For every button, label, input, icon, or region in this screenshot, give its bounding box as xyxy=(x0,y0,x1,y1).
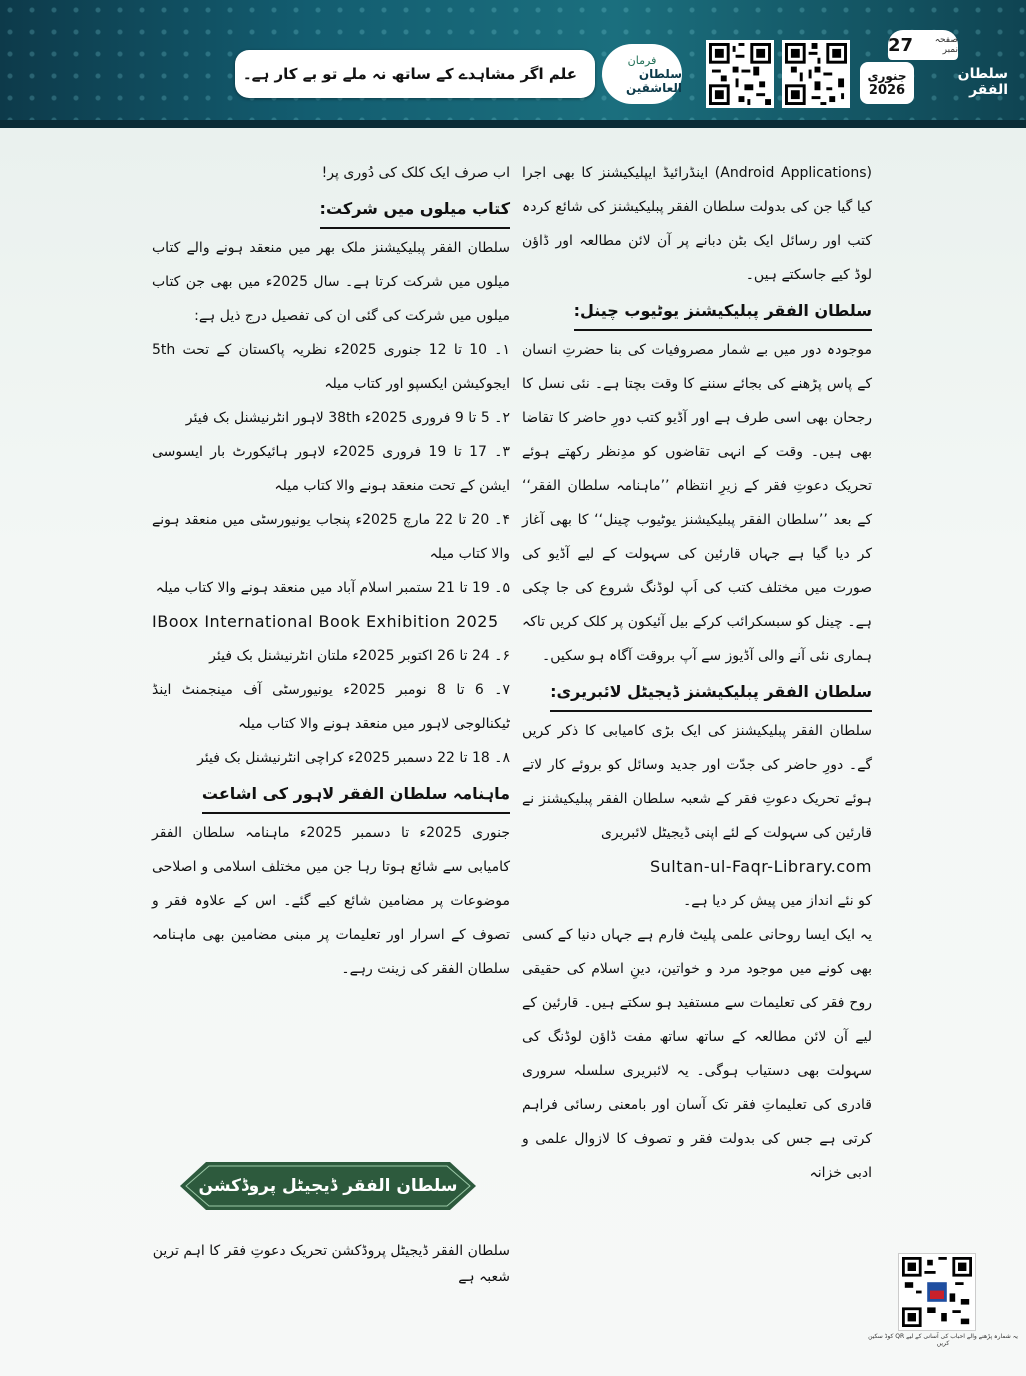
magazine-logo xyxy=(918,64,1008,100)
youtube-heading: سلطان الفقر پبلیکیشنز یوٹیوب چینل: xyxy=(574,294,872,331)
banner-title: سلطان الفقر ڈیجیٹل پروڈکشن xyxy=(198,1176,458,1196)
right-column xyxy=(522,156,872,1190)
youtube-text: موجودہ دور میں بے شمار مصروفیات کی بنا حضرتِ انسان کے پاس پڑھنے کی بجائے سننے کا وقت بچتا ہے۔ نئی نسل کا رجحان بھی اسی طرف ہے اور آڈیو کتب دورِ حاضر کا تقاضا بھی ہیں۔ وقت کے انہی تقاضوں کو مدِنظر رکھتے ہوئے تحریک دعوتِ فقر کے زیرِ انتظام ’’ماہنامہ سلطان الفقر‘‘ کے بعد ’’سلطان الفقر پبلیکیشنز یوٹیوب چینل‘‘ کا بھی آغاز کر دیا گیا ہے جہاں قارئین کی سہولت کے لیے آڈیو کی صورت میں مختلف کتب کی اَپ لوڈنگ شروع کی جا چکی ہے۔ چینل کو سبسکرائب کرکے بیل آئیکون پر کلک کریں تاکہ ہماری نئی آنے والی آڈیوز سے آپ بروقت آگاہ ہو سکیں۔ xyxy=(522,342,872,664)
page-header xyxy=(0,0,1026,128)
page-number: 27 xyxy=(888,34,914,56)
qr-code-2[interactable] xyxy=(782,40,850,108)
issue-month: جنوری xyxy=(867,68,907,83)
book-fairs-intro: سلطان الفقر پبلیکیشنز ملک بھر میں منعقد ہونے والے کتاب میلوں میں شرکت کرتا ہے۔ سال 2025ء میں بھی جن کتاب میلوں میں شرکت کی گئی ان کی تفصیل درج ذیل ہے: xyxy=(152,240,510,324)
fair-item: ۲۔ 5 تا 9 فروری 2025ء 38th لاہور انٹرنیشنل بک فیئر xyxy=(185,410,510,426)
footer-qr-code[interactable] xyxy=(898,1253,976,1331)
iboox-line: IBoox International Book Exhibition 2025 xyxy=(152,612,499,631)
book-fairs-heading: کتاب میلوں میں شرکت: xyxy=(320,192,510,229)
farman-top: فرمان xyxy=(627,53,657,67)
issue-year: 2026 xyxy=(868,82,906,98)
issue-date-badge xyxy=(860,62,914,104)
magazine-text: جنوری 2025ء تا دسمبر 2025ء ماہنامہ سلطان الفقر کامیابی سے شائع ہوتا رہا جن میں مختلف اسلامی و اصلاحی موضوعات پر مضامین شائع کیے گئے۔ اس کے علاوہ فقر و تصوف کے اسرار اور تعلیمات پر مبنی مضامین بھی ماہنامہ سلطان الفقر کی زینت رہے۔ xyxy=(152,825,510,977)
farman-logo xyxy=(602,44,682,104)
qr-code-1[interactable] xyxy=(706,40,774,108)
page-label: صفحہ نمبر xyxy=(934,35,958,55)
footer-qr-caption: یہ شمارہ پڑھنے والے احباب کی آسانی کے لیے QR کوڈ سکین کریں xyxy=(868,1333,1018,1347)
library-text: سلطان الفقر پبلیکیشنز کی ایک بڑی کامیابی کا ذکر کریں گے۔ دورِ حاضر کی جدّت اور جدید وسائل کو بروئے کار لاتے ہوئے تحریک دعوتِ فقر کے شعبہ سلطان الفقر پبلیکیشنز نے قارئین کی سہولت کے لئے اپنی ڈیجیٹل لائبریری xyxy=(522,723,872,841)
qr-code-2-graphic xyxy=(785,43,847,105)
header-quote: علم اگر مشاہدے کے ساتھ نہ ملے تو بے کار ہے۔ xyxy=(242,65,577,83)
magazine-name: سلطان الفقر xyxy=(957,66,1008,98)
library-text-3: یہ ایک ایسا روحانی علمی پلیٹ فارم ہے جہاں دنیا کے کسی بھی کونے میں موجود مرد و خواتین، دینِ اسلام کی حقیقی روح فقر کی تعلیمات سے مستفید ہو سکتے ہیں۔ قارئین کے لیے آن لائن مطالعہ کے ساتھ ساتھ مفت ڈاؤن لوڈنگ کی سہولت بھی دستیاب ہوگی۔ یہ لائبریری سلسلہ سروری قادری کی تعلیماتِ فقر تک آسان اور بامعنی رسائی فراہم کرتی ہے جس کی بدولت فقر و تصوف کا لازوال علمی و ادبی خزانہ xyxy=(522,927,872,1181)
fair-item: ۳۔ 17 تا 19 فروری 2025ء لاہور ہائیکورٹ بار ایسوسی ایشن کے تحت منعقد ہونے والا کتاب میلہ xyxy=(152,444,511,494)
library-text-2: کو نئے انداز میں پیش کر دیا ہے۔ xyxy=(683,893,872,909)
farman-bottom: سلطان العاشقین xyxy=(625,66,682,95)
continuation-text: اب صرف ایک کلک کی دُوری پر! xyxy=(321,165,510,181)
quote-box xyxy=(235,50,595,98)
banner-subtitle: سلطان الفقر ڈیجیٹل پروڈکشن تحریک دعوتِ فقر کا اہم ترین شعبہ ہے xyxy=(152,1243,510,1285)
page-number-badge xyxy=(888,30,958,60)
digital-production-banner xyxy=(180,1162,476,1210)
fair-item: ۶۔ 24 تا 26 اکتوبر 2025ء ملتان انٹرنیشنل بک فیئر xyxy=(209,648,510,664)
fair-item: ۸۔ 18 تا 22 دسمبر 2025ء کراچی انٹرنیشنل بک فیئر xyxy=(197,750,510,766)
library-heading: سلطان الفقر پبلیکیشنز ڈیجیٹل لائبریری: xyxy=(550,675,872,712)
fair-item: ۴۔ 20 تا 22 مارچ 2025ء پنجاب یونیورسٹی میں منعقد ہونے والا کتاب میلہ xyxy=(152,512,511,562)
library-url-link[interactable]: Sultan-ul-Faqr-Library.com xyxy=(649,857,872,876)
fair-item: ۷۔ 6 تا 8 نومبر 2025ء یونیورسٹی آف مینجمنٹ اینڈ ٹیکنالوجی لاہور میں منعقد ہونے والا کتاب میلہ xyxy=(152,682,510,732)
qr-code-1-graphic xyxy=(709,43,771,105)
fair-item: ۱۔ 10 تا 12 جنوری 2025ء نظریہ پاکستان کے تحت 5th ایجوکیشن ایکسپو اور کتاب میلہ xyxy=(152,342,511,392)
android-intro: (Android Applications) اینڈرائیڈ ایپلیکیشنز کا بھی اجرا کیا گیا جن کی بدولت سلطان الفقر پبلیکیشنز کی شائع کردہ کتب اور رسائل ایک بٹن دبانے پر آن لائن مطالعہ اور ڈاؤن لوڈ کیے جاسکتے ہیں۔ xyxy=(522,165,872,283)
header-border xyxy=(0,120,1026,128)
magazine-heading: ماہنامہ سلطان الفقر لاہور کی اشاعت xyxy=(202,777,510,814)
fair-item: ۵۔ 19 تا 21 ستمبر اسلام آباد میں منعقد ہونے والا کتاب میلہ xyxy=(155,580,510,596)
footer-qr-graphic xyxy=(902,1257,972,1327)
left-column xyxy=(152,156,510,986)
